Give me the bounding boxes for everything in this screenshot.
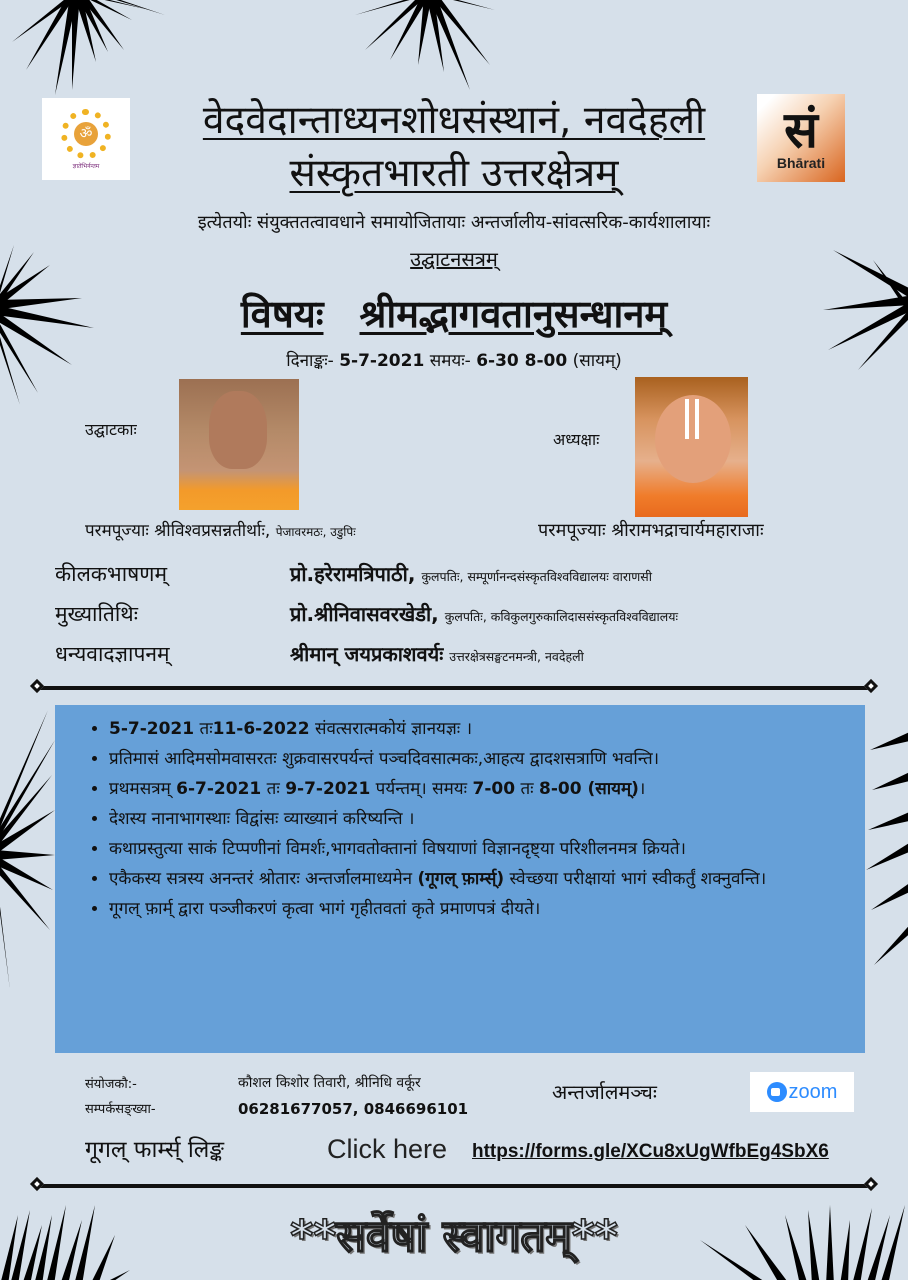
info-item: [109, 774, 835, 804]
event-date: 5-7-2021: [339, 351, 425, 371]
info-text: ।: [638, 779, 646, 799]
coordinator-values: [238, 1070, 468, 1122]
info-text: प्रथमसत्रम्: [109, 779, 177, 799]
role-person-desc: उत्तरक्षेत्रसङ्घटनमन्त्री, नवदेहली: [449, 649, 584, 664]
google-forms-mention: (गूगल् फ़ार्म्स्): [417, 869, 505, 889]
info-text: एकैकस्य सत्रस्य अनन्तरं श्रोतारः अन्तर्जालमाध्यमेन: [109, 869, 418, 889]
zoom-logo: [750, 1072, 854, 1112]
role-row-vote-of-thanks: [55, 640, 905, 680]
time-period: (सायम्): [572, 351, 622, 371]
subject-heading: [0, 287, 908, 339]
chair-name: परमपूज्याः श्रीरामभद्राचार्यमहाराजाः: [538, 520, 764, 541]
inaugurator-photo: [179, 379, 299, 510]
subject-label: विषयः: [240, 292, 324, 336]
coordinator-names: कौशल किशोर तिवारी, श्रीनिधि वर्कूर: [238, 1075, 421, 1091]
date-label: दिनाङ्कः-: [286, 351, 334, 371]
info-text: पर्यन्तम्। समयः: [370, 779, 473, 799]
info-item: • गूगल् फ़ार्म् द्वारा पञ्जीकरणं कृत्वा भागं गृहीतवतां कृते प्रमाणपत्रं दीयते।: [109, 894, 835, 924]
info-item: • प्रतिमासं आदिमसोमवासरतः शुक्रवासरपर्यन्तं पञ्चदिवसात्मकः,आहत्य द्वादशसत्राणि भवन्ति।: [109, 744, 835, 774]
info-item: • देशस्य नानाभागस्थाः विद्वांसः व्याख्यानं करिष्यन्ति ।: [109, 804, 835, 834]
speaker-roles-list: [55, 560, 905, 680]
role-key: धन्यवादज्ञापनम्: [55, 642, 170, 666]
person-portrait-icon: [209, 391, 267, 469]
role-person-desc: कुलपतिः, सम्पूर्णानन्दसंस्कृतविश्वविद्यालयः वाराणसी: [421, 569, 652, 584]
end-date: 11-6-2022: [212, 719, 310, 739]
first-session-end: 9-7-2021: [285, 779, 371, 799]
om-emblem-icon: ॐ: [74, 122, 98, 146]
info-item: [109, 864, 835, 894]
role-key: कीलकभाषणम्: [55, 562, 168, 586]
joint-auspices-line: इत्येतयोः संयुक्ततत्वावधाने समायोजितायाः अन्तर्जालीय-सांवत्सरिक-कार्यशालायाः: [197, 212, 711, 233]
google-forms-label: गूगल् फार्म्स् लिङ्क: [85, 1137, 224, 1163]
contact-phones: 06281677057, 0846696101: [238, 1100, 469, 1118]
info-item: • कथाप्रस्तुत्या साकं टिप्पणीनां विमर्शः,भागवतोक्तानां विषयाणां विज्ञानदृष्ट्या परिशीलनमत्र क्रियते।: [109, 834, 835, 864]
date-time-line: [0, 348, 908, 371]
start-date: 5-7-2021: [109, 719, 195, 739]
institute-title: वेदवेदान्ताध्यनशोधसंस्थानं, नवदेहली: [202, 98, 706, 143]
session-end-time: 8-00 (सायम्): [538, 779, 639, 799]
click-here-text: Click here: [327, 1134, 448, 1164]
role-person-name: प्रो.श्रीनिवासवरखेडी,: [290, 602, 439, 626]
info-box: [55, 705, 865, 1053]
logo-glyph: सं: [784, 101, 818, 159]
coordinator-labels: [85, 1072, 156, 1122]
organisation-title: संस्कृतभारती उत्तरक्षेत्रम्: [289, 151, 619, 196]
info-text: तः: [515, 779, 539, 799]
inaugurator-name: [85, 518, 356, 541]
info-text: तः: [194, 719, 213, 739]
info-text: स्वेच्छया परीक्षायां भागं स्वीकर्तुं शक्नुवन्ति।: [504, 869, 767, 889]
info-text: संवत्सरात्मकोयं ज्ञानयज्ञः ।: [309, 719, 473, 739]
logo-motto: ज्ञातेभिर्नन्तम: [72, 162, 100, 170]
session-title: उद्घाटनसत्रम्: [410, 247, 498, 271]
platform-label: अन्तर्जालमञ्चः: [552, 1080, 657, 1104]
decorative-spikes-right-middle: [866, 690, 908, 990]
logo-word: Bhārati: [776, 155, 826, 171]
role-person-name: प्रो.हरेरामत्रिपाठी,: [290, 562, 416, 586]
time-label: समयः-: [429, 351, 471, 371]
role-person: [290, 600, 678, 627]
role-row-keynote: [55, 560, 905, 600]
chair-photo: [635, 377, 748, 517]
event-time: 6-30 8-00: [476, 351, 568, 371]
role-person: [290, 640, 584, 667]
info-item: [109, 714, 835, 744]
session-start-time: 7-00: [472, 779, 516, 799]
role-row-chief-guest: [55, 600, 905, 640]
welcome-banner: **सर्वेषां स्वागतम्**: [290, 1211, 618, 1262]
divider-bottom: [36, 1184, 872, 1188]
coordinators-label: संयोजकौ:-: [85, 1077, 137, 1092]
contact-label: सम्पर्कसङ्ख्या-: [85, 1102, 156, 1117]
inaugurator-place: पेजावरमठः, उडुपिः: [275, 525, 356, 539]
divider-top: [36, 686, 872, 690]
decorative-spikes-top-left: [0, 0, 200, 100]
video-camera-icon: [767, 1082, 787, 1102]
role-person-name: श्रीमान् जयप्रकाशवर्यः: [290, 642, 444, 666]
role-person-desc: कुलपतिः, कविकुलगुरुकालिदाससंस्कृतविश्वविद्यालयः: [444, 609, 679, 624]
info-text: तः: [261, 779, 286, 799]
inaugurator-label: उद्घाटकाः: [85, 420, 137, 439]
decorative-spikes-left-middle: [0, 680, 60, 1000]
role-key: मुख्यातिथिः: [55, 602, 138, 626]
chair-label: अध्यक्षाः: [553, 430, 600, 449]
first-session-start: 6-7-2021: [176, 779, 262, 799]
inaugurator-name-text: परमपूज्याः श्रीविश्वप्रसन्नतीर्थाः,: [85, 521, 271, 541]
zoom-wordmark: zoom: [788, 1080, 838, 1103]
subject-value: श्रीमद्भागवतानुसन्धानम्: [359, 292, 668, 336]
tilak-mark-icon: [685, 399, 699, 439]
info-list: [85, 714, 835, 924]
decorative-spikes-top-right: [340, 0, 520, 100]
google-forms-link[interactable]: https://forms.gle/XCu8xUgWfbEg4SbX6: [472, 1141, 829, 1162]
role-person: [290, 560, 652, 587]
